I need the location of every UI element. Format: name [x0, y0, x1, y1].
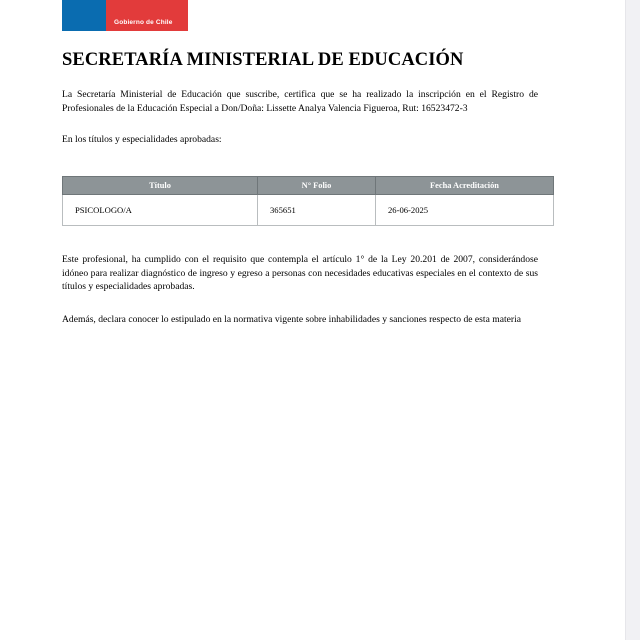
lead-in-text: En los títulos y especialidades aprobadas:	[62, 133, 222, 145]
body-paragraph: Este profesional, ha cumplido con el requisito que contempla el artículo 1° de la Ley 20.201 de 2007, considerándose idóneo para realizar diagnóstico de ingreso y egreso a personas con necesidades educativas especiales en el contexto de sus títulos y especialidades aprobadas.	[62, 254, 538, 292]
page-scroll-strip[interactable]	[625, 0, 640, 640]
table-row	[63, 195, 554, 226]
cell-folio: 365651	[258, 195, 376, 226]
table-header	[63, 177, 554, 195]
cell-fecha: 26-06-2025	[376, 195, 554, 226]
gobierno-de-chile-logo	[62, 0, 188, 31]
cell-titulo: PSICOLOGO/A	[63, 195, 258, 226]
intro-paragraph: La Secretaría Ministerial de Educación que suscribe, certifica que se ha realizado la inscripción en el Registro de Profesionales de la Educación Especial a Don/Doña: Lissette Analya Valencia Figueroa, Rut: 16523472-3	[62, 89, 538, 114]
column-header-titulo: Título	[63, 177, 258, 195]
logo-blue-block	[62, 0, 106, 31]
table-header-row	[63, 177, 554, 195]
table-body	[63, 195, 554, 226]
column-header-folio: N° Folio	[258, 177, 376, 195]
logo-text: Gobierno de Chile	[114, 19, 173, 26]
column-header-fecha-acreditacion: Fecha Acreditación	[376, 177, 554, 195]
page-title: SECRETARÍA MINISTERIAL DE EDUCACIÓN	[62, 50, 464, 70]
document-content	[62, 0, 538, 327]
tail-paragraph: Además, declara conocer lo estipulado en la normativa vigente sobre inhabilidades y sanciones respecto de esta materia	[62, 314, 521, 326]
logo-red-block	[106, 0, 188, 31]
qualifications-table	[62, 176, 554, 226]
